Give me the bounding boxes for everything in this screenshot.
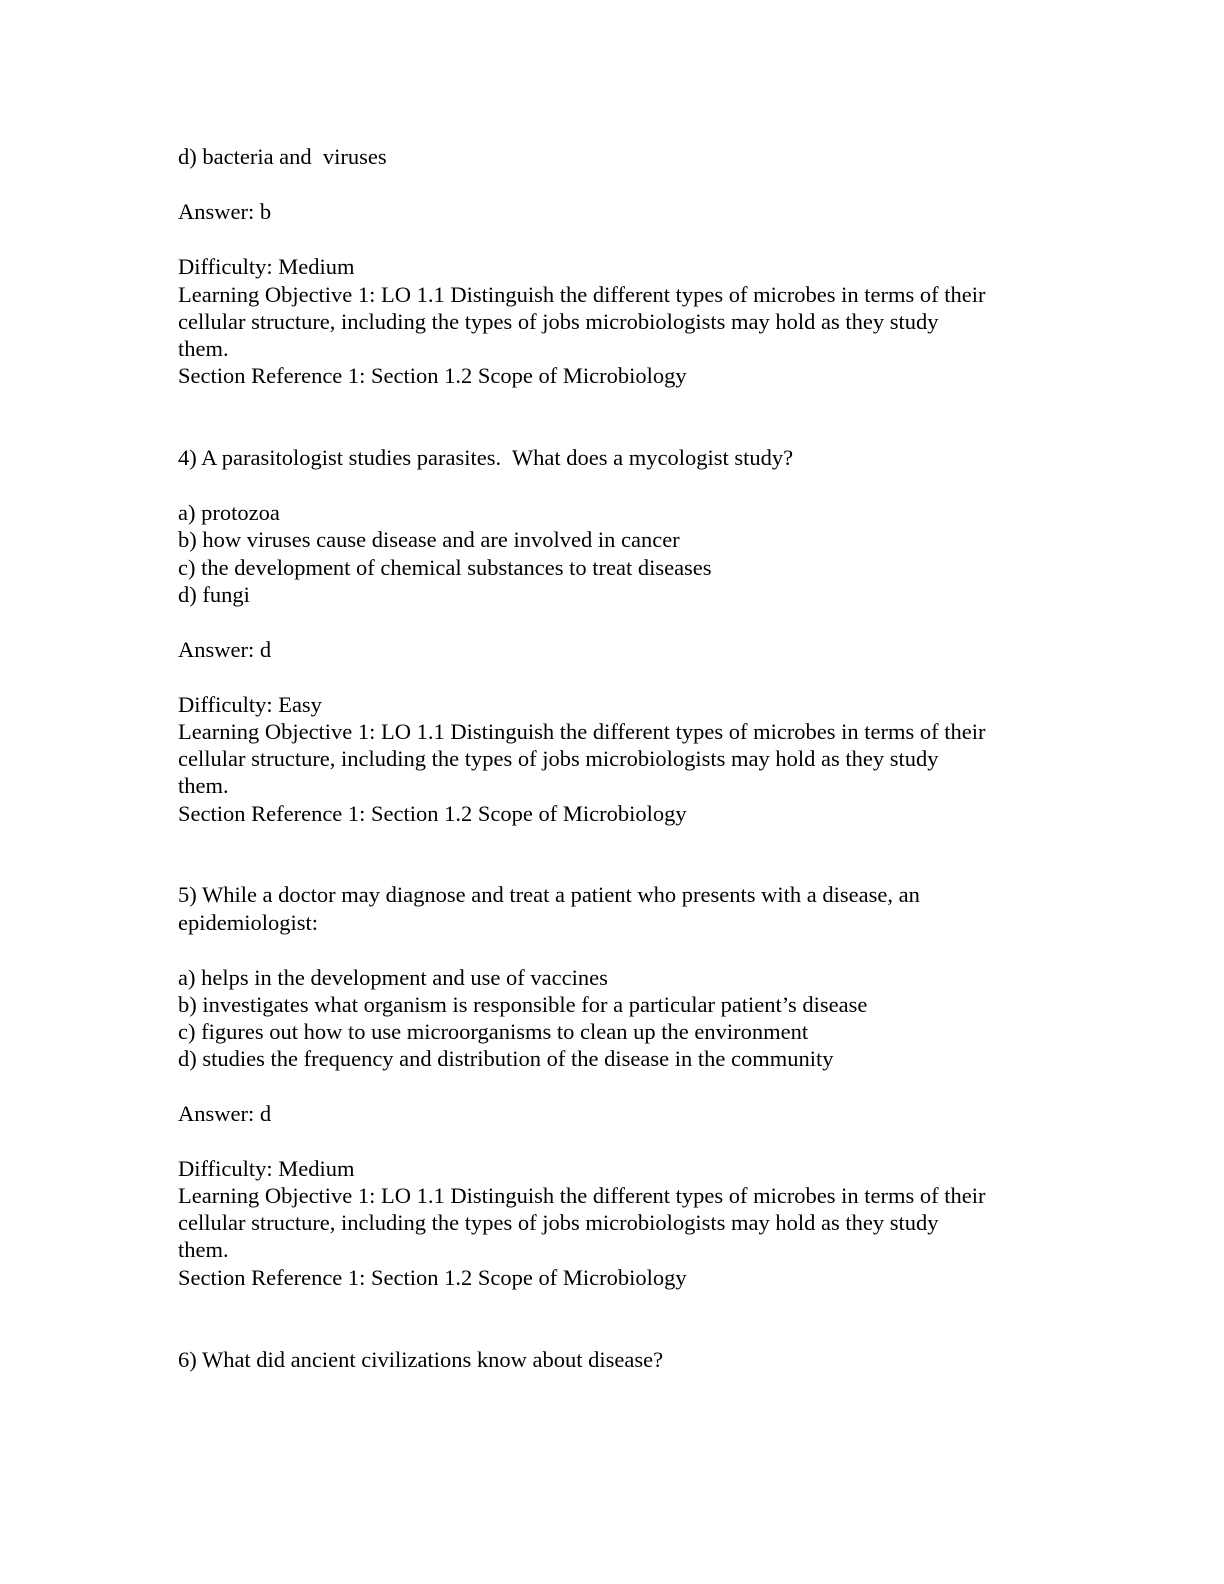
text-line: Learning Objective 1: LO 1.1 Distinguish the different types of microbes in terms of their [178, 1183, 986, 1208]
text-line: epidemiologist: [178, 910, 318, 935]
text-line: b) how viruses cause disease and are involved in cancer [178, 527, 680, 552]
text-line: them. [178, 336, 229, 361]
text-line: Difficulty: Easy [178, 692, 322, 717]
text-line: Section Reference 1: Section 1.2 Scope of Microbiology [178, 801, 687, 826]
text-line: 5) While a doctor may diagnose and treat a patient who presents with a disease, an [178, 882, 920, 907]
text-line: them. [178, 773, 229, 798]
text-line: a) helps in the development and use of vaccines [178, 965, 608, 990]
text-line: cellular structure, including the types of jobs microbiologists may hold as they study [178, 1210, 939, 1235]
text-line: Section Reference 1: Section 1.2 Scope of Microbiology [178, 1265, 687, 1290]
text-line: b) investigates what organism is responsible for a particular patient’s disease [178, 992, 868, 1017]
text-line: them. [178, 1237, 229, 1262]
text-line: Answer: d [178, 637, 272, 662]
text-line: Answer: b [178, 199, 272, 224]
text-line: 6) What did ancient civilizations know about disease? [178, 1347, 664, 1372]
text-line: cellular structure, including the types of jobs microbiologists may hold as they study [178, 309, 939, 334]
text-line: c) the development of chemical substances to treat diseases [178, 555, 712, 580]
text-line: d) fungi [178, 582, 250, 607]
text-line: Answer: d [178, 1101, 272, 1126]
text-line: Difficulty: Medium [178, 1156, 355, 1181]
text-line: Learning Objective 1: LO 1.1 Distinguish the different types of microbes in terms of their [178, 282, 986, 307]
text-line: Difficulty: Medium [178, 254, 355, 279]
text-line: cellular structure, including the types of jobs microbiologists may hold as they study [178, 746, 939, 771]
text-line: c) figures out how to use microorganisms to clean up the environment [178, 1019, 809, 1044]
text-line: a) protozoa [178, 500, 280, 525]
text-line: Learning Objective 1: LO 1.1 Distinguish the different types of microbes in terms of their [178, 719, 986, 744]
text-line: 4) A parasitologist studies parasites. What does a mycologist study? [178, 445, 794, 470]
text-line: Section Reference 1: Section 1.2 Scope of Microbiology [178, 363, 687, 388]
text-line: d) bacteria and viruses [178, 144, 387, 169]
text-line: d) studies the frequency and distribution of the disease in the community [178, 1046, 834, 1071]
